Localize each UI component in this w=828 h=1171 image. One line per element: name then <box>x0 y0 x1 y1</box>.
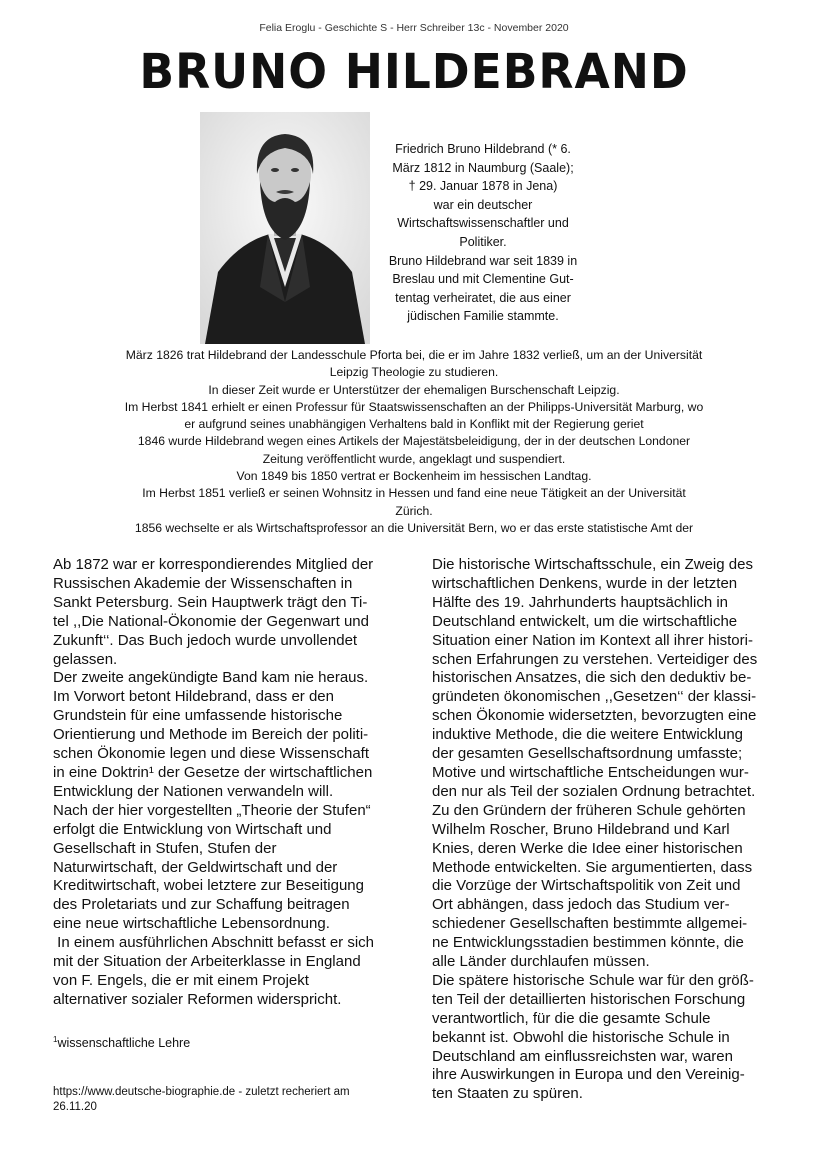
left-column <box>53 556 413 1010</box>
left-line: schen Ökonomie legen und diese Wissenschaft <box>53 745 370 763</box>
left-line: Im Vorwort betont Hildebrand, dass er den <box>53 688 334 706</box>
intro-line: tentag verheiratet, die aus einer <box>395 290 571 305</box>
left-line: erfolgt die Entwicklung von Wirtschaft und <box>53 820 332 838</box>
portrait-drawing <box>200 112 370 344</box>
source-reference: https://www.deutsche-biographie.de - zuletzt recheriert am 26.11.20 <box>53 1086 350 1113</box>
intro-line: Friedrich Bruno Hildebrand (* 6. <box>395 142 571 156</box>
right-line: wirtschaftlichen Denkens, wurde in der letzten <box>432 574 738 592</box>
biography-line: 1856 wechselte er als Wirtschaftsprofessor an die Universität Bern, wo er das erste statistische Amt der <box>134 520 694 535</box>
biography-line: In dieser Zeit wurde er Unterstützer der ehemaligen Burschenschaft Leipzig. <box>208 382 620 397</box>
right-line: ten Teil der detaillierten historischen Forschung <box>432 990 746 1008</box>
intro-line: Politiker. <box>459 234 507 249</box>
left-line: Kreditwirtschaft, wobei letztere zur Beseitigung <box>53 877 364 895</box>
right-line: Deutschland entwickelt, um die wirtschaftliche <box>432 612 738 630</box>
left-line: Grundstein für eine umfassende historische <box>53 707 343 725</box>
intro-line: † 29. Januar 1878 in Jena) <box>408 179 558 194</box>
left-line: gelassen. <box>53 650 118 668</box>
right-line: die Vorzüge der Wirtschaftspolitik von Zeit und <box>432 877 741 895</box>
footnote <box>53 1036 190 1050</box>
biography-line: Von 1849 bis 1850 vertrat er Bockenheim im hessischen Landtag. <box>236 469 592 484</box>
intro-line: war ein deutscher <box>433 197 533 212</box>
left-line: in eine Doktrin¹ der Gesetze der wirtschaftlichen <box>53 763 373 781</box>
right-line: Die spätere historische Schule war für den größ- <box>432 971 754 989</box>
intro-line: Breslau und mit Clementine Gut- <box>392 272 574 287</box>
left-line: des Proletariats und zur Schaffung beitragen <box>53 896 350 914</box>
right-line: ten Staaten zu spüren. <box>432 1085 583 1103</box>
biography-line: er aufgrund seines unabhängigen Verhaltens bald in Konflikt mit der Regierung geriet <box>184 417 644 432</box>
right-line: der gesamten Gesellschaftsordnung umfasste; <box>432 745 743 763</box>
right-line: Die historische Wirtschaftsschule, ein Zweig des <box>432 556 753 573</box>
left-line: Entwicklung der Nationen verwandeln will. <box>53 782 334 800</box>
intro-line: März 1812 in Naumburg (Saale); <box>392 160 574 175</box>
right-line: gründeten ökonomischen ,,Gesetzen‘‘ der klassi- <box>432 688 757 706</box>
footnote-text: wissenschaftliche Lehre <box>57 1036 191 1050</box>
left-line: alternativer sozialer Reformen widerspricht. <box>53 990 342 1008</box>
left-line: eine neue wirtschaftliche Lebensordnung. <box>53 915 330 933</box>
left-line: mit der Situation der Arbeiterklasse in England <box>53 953 361 971</box>
left-line: In einem ausführlichen Abschnitt befasst er sich <box>53 934 375 952</box>
left-line: Zukunft‘‘. Das Buch jedoch wurde unvollendet <box>53 631 358 649</box>
right-line: schen Erfahrungen zu verstehen. Verteidiger des <box>432 650 758 668</box>
biography-line: Zürich. <box>395 503 433 518</box>
left-line: Der zweite angekündigte Band kam nie heraus. <box>53 669 369 687</box>
right-column <box>432 556 792 1104</box>
footnote-mark: 1 <box>53 1034 58 1044</box>
right-line: Situation einer Nation im Kontext all ihrer histori- <box>432 631 753 649</box>
left-line: tel ,,Die National-Ökonomie der Gegenwart und <box>53 612 369 630</box>
left-line: Naturwirtschaft, der Geldwirtschaft und der <box>53 858 338 876</box>
page-title: BRUNO HILDEBRAND <box>139 44 689 100</box>
document-header: Felia Eroglu - Geschichte S - Herr Schreiber 13c - November 2020 <box>259 22 569 34</box>
left-line: Sankt Petersburg. Sein Hauptwerk trägt den Ti- <box>53 593 368 611</box>
intro-line: Wirtschaftswissenschaftler und <box>397 216 569 231</box>
right-line: Ort abhängen, dass jedoch das Studium ver- <box>432 896 730 914</box>
intro-line: jüdischen Familie stammte. <box>407 309 559 324</box>
right-line: Zu den Gründern der früheren Schule gehörten <box>432 801 746 819</box>
right-line: induktive Methode, die die weitere Entwicklung <box>432 726 744 744</box>
biography-text <box>80 347 748 537</box>
right-line: Deutschland am einflussreichsten war, waren <box>432 1047 733 1065</box>
right-line: Hälfte des 19. Jahrhunderts hauptsächlich in <box>432 593 729 611</box>
portrait-image <box>200 112 370 344</box>
biography-line: Im Herbst 1851 verließ er seinen Wohnsitz in Hessen und fand eine neue Tätigkeit an der Universität <box>142 486 686 501</box>
biography-line: Im Herbst 1841 erhielt er einen Professur für Staatswissenschaften an der Philipps-Universität Marburg, wo <box>124 399 704 414</box>
right-line: Motive und wirtschaftliche Entscheidungen wur- <box>432 763 749 781</box>
right-line: alle Länder durchlaufen müssen. <box>432 953 650 971</box>
left-line: Nach der hier vorgestellten „Theorie der Stufen“ <box>53 801 371 819</box>
right-line: schiedener Gesellschaften bestimmte allgemei- <box>432 915 748 933</box>
left-line: Ab 1872 war er korrespondierendes Mitglied der <box>53 556 374 573</box>
intro-line: Bruno Hildebrand war seit 1839 in <box>388 253 578 268</box>
right-line: Wilhelm Roscher, Bruno Hildebrand und Karl <box>432 820 730 838</box>
right-line: ihre Auswirkungen in Europa und den Vereinig- <box>432 1066 745 1084</box>
left-line: von F. Engels, die er mit einem Projekt <box>53 971 309 989</box>
right-line: Methode entwickelten. Sie argumentierten, dass <box>432 858 753 876</box>
right-line: ne Entwicklungsstadien bestimmen könnte, die <box>432 934 744 952</box>
biography-line: 1846 wurde Hildebrand wegen eines Artikels der Majestätsbeleidigung, der in der deutschen Londoner <box>137 434 691 449</box>
right-line: Knies, deren Werke die Idee einer historischen <box>432 839 743 857</box>
biography-line: Leipzig Theologie zu studieren. <box>329 365 499 380</box>
right-line: bekannt ist. Obwohl die historische Schule in <box>432 1028 730 1046</box>
right-line: historischen Ansatzes, die sich den deduktiv be- <box>432 669 752 687</box>
biography-line: März 1826 trat Hildebrand der Landesschule Pforta bei, die er im Jahre 1832 verließ, um an der Universität <box>125 348 703 362</box>
left-line: Orientierung und Methode im Bereich der politi- <box>53 726 369 744</box>
left-line: Russischen Akademie der Wissenschaften in <box>53 574 353 592</box>
intro-text <box>368 140 598 326</box>
right-line: verantwortlich, für die die gesamte Schule <box>432 1009 711 1027</box>
left-line: Gesellschaft in Stufen, Stufen der <box>53 839 277 857</box>
right-line: den nur als Teil der sozialen Ordnung betrachtet. <box>432 782 756 800</box>
right-line: schen Ökonomie widersetzten, bevorzugten eine <box>432 707 757 725</box>
biography-line: Zeitung veröffentlicht wurde, angeklagt und suspendiert. <box>262 451 566 466</box>
